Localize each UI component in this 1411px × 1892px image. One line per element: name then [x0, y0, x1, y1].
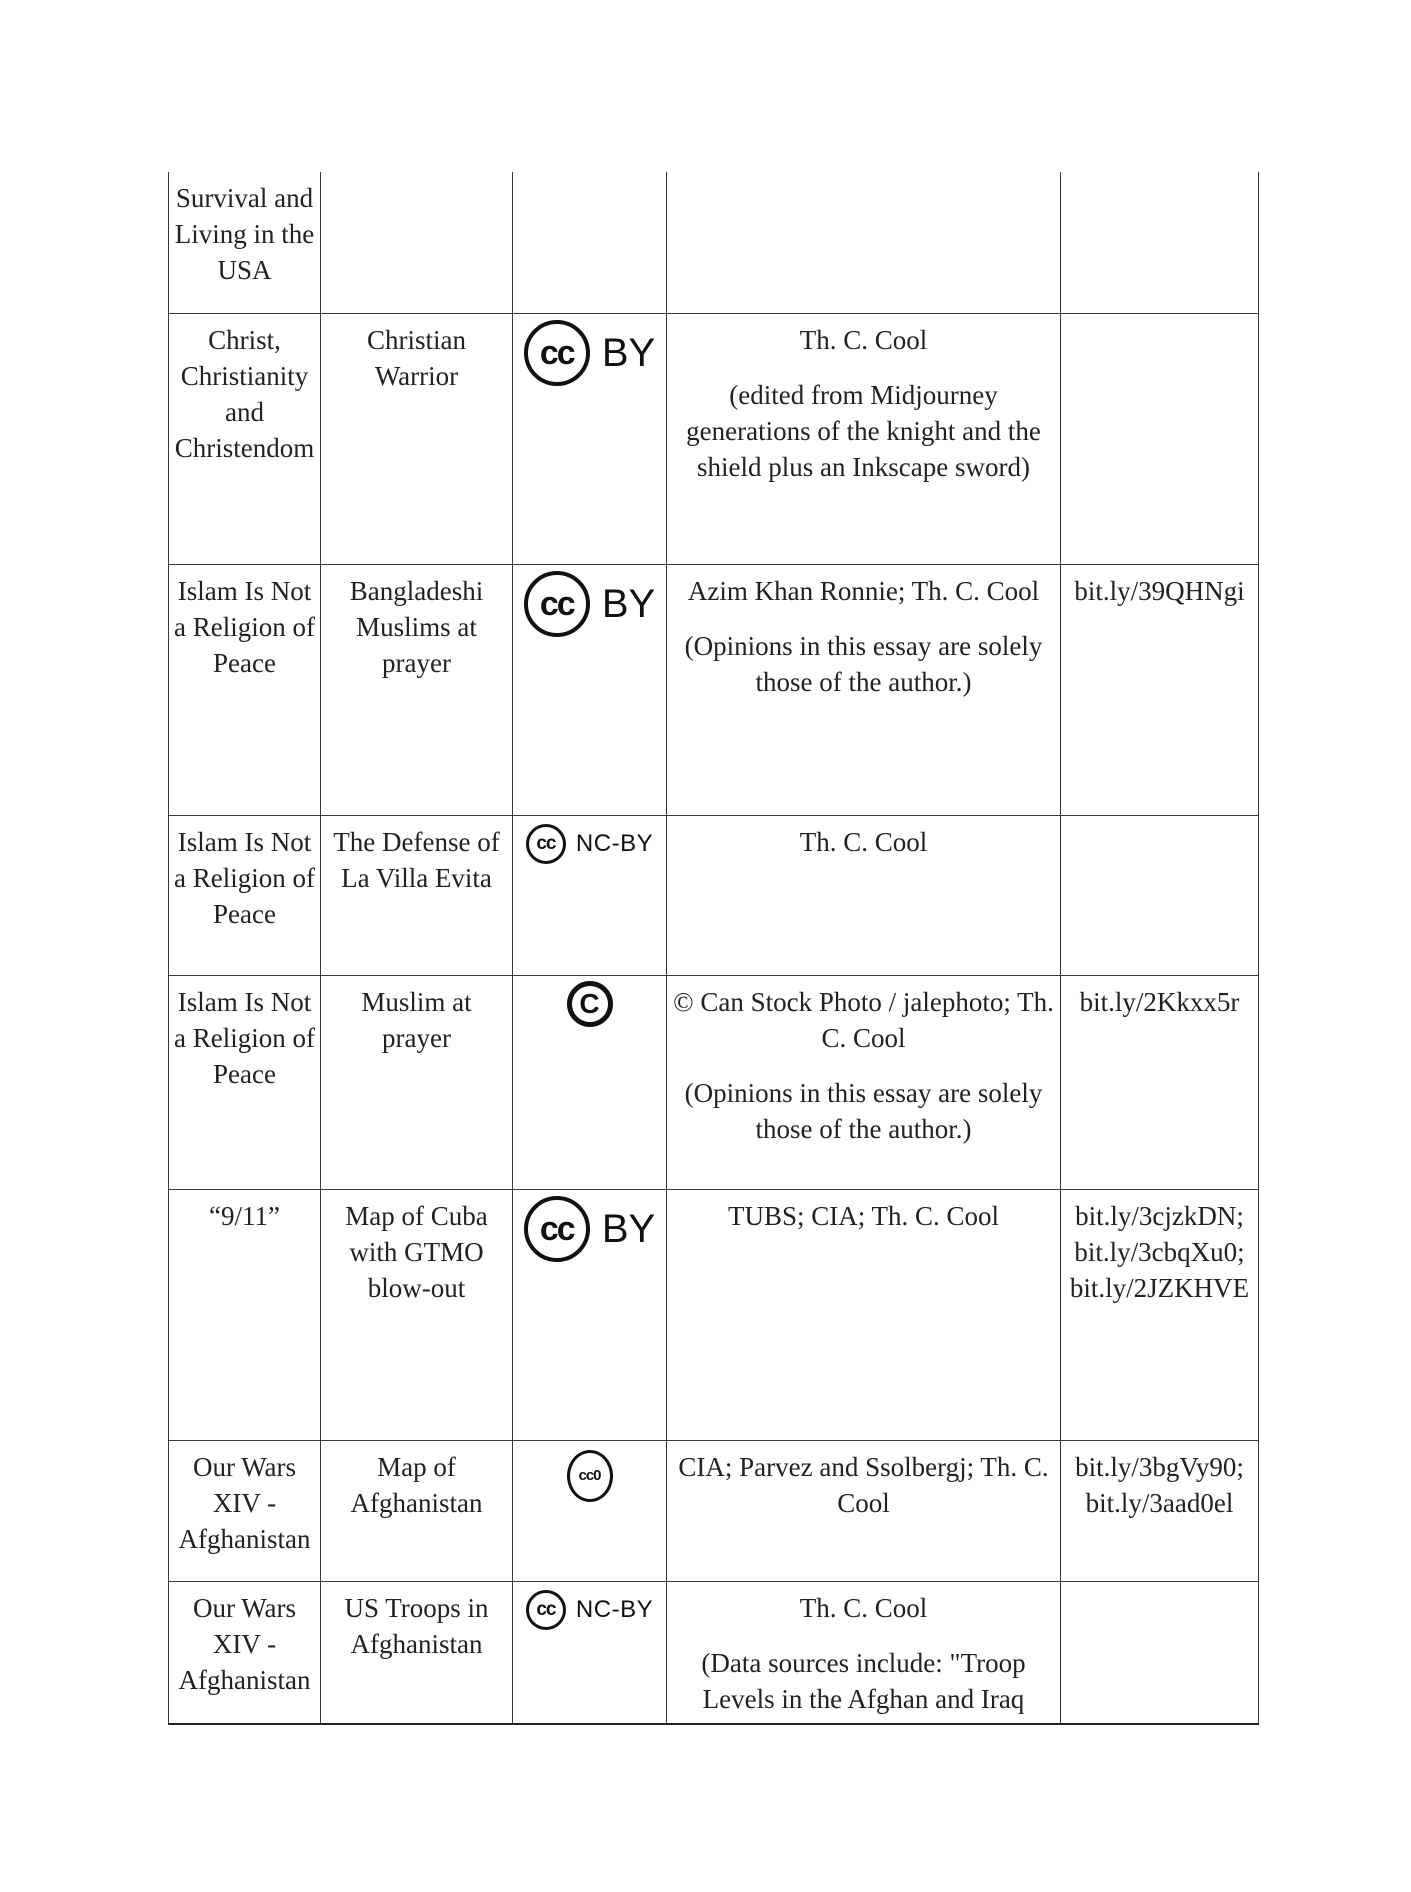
license-cell	[513, 1189, 667, 1440]
credit-cell	[667, 313, 1061, 564]
credit-note: (Opinions in this essay are solely those of the author.)	[684, 1077, 1043, 1144]
nc-by-label: NC-BY	[575, 1595, 654, 1623]
copyright-badge	[517, 980, 662, 1028]
credit-author: Th. C. Cool	[799, 1592, 928, 1623]
table-row	[169, 172, 1259, 313]
image-title-cell: The Defense of La Villa Evita	[321, 815, 513, 975]
credit-cell	[667, 564, 1061, 815]
credit-cell	[667, 1581, 1061, 1724]
cc-nc-by-badge	[517, 820, 662, 868]
by-label: BY	[601, 1206, 656, 1251]
image-title-cell: US Troops in Afghanistan	[321, 1581, 513, 1724]
nc-by-label: NC-BY	[575, 829, 654, 857]
cc-icon: cc	[524, 320, 590, 386]
license-cell	[513, 1440, 667, 1581]
cc-icon: cc	[524, 1196, 590, 1262]
credit-author: Th. C. Cool	[799, 324, 928, 355]
essay-cell: Survival and Living in the USA	[169, 172, 321, 313]
link-cell	[1061, 313, 1259, 564]
image-credits-table	[168, 172, 1259, 1725]
link-cell	[1061, 1581, 1259, 1724]
table-row	[169, 1581, 1259, 1724]
link-cell	[1061, 815, 1259, 975]
cc-icon: cc	[526, 1590, 566, 1630]
link-cell[interactable]	[1061, 975, 1259, 1189]
credit-note: (Opinions in this essay are solely those of the author.)	[684, 630, 1043, 697]
cc0-icon: cc0	[567, 1450, 613, 1502]
license-cell	[513, 975, 667, 1189]
license-cell	[513, 1581, 667, 1724]
credit-cell	[667, 172, 1061, 313]
cc0-badge	[517, 1445, 662, 1507]
essay-cell: Our Wars XIV - Afghanistan	[169, 1440, 321, 1581]
copyright-icon: C	[567, 981, 613, 1027]
table-row	[169, 564, 1259, 815]
link-cell[interactable]	[1061, 1189, 1259, 1440]
license-cell	[513, 313, 667, 564]
essay-cell: Islam Is Not a Religion of Peace	[169, 815, 321, 975]
credit-cell	[667, 1189, 1061, 1440]
credit-author: Th. C. Cool	[799, 826, 928, 857]
short-link[interactable]: bit.ly/2Kkxx5r	[1079, 986, 1240, 1017]
short-link[interactable]: bit.ly/3cjzkDN; bit.ly/3cbqXu0; bit.ly/2JZKHVE	[1069, 1200, 1250, 1303]
table-row	[169, 975, 1259, 1189]
cc-icon: cc	[524, 571, 590, 637]
cc-nc-by-badge	[517, 1586, 662, 1634]
cc-by-badge	[517, 1194, 662, 1264]
table-row	[169, 1189, 1259, 1440]
essay-cell: Christ, Christianity and Christendom	[169, 313, 321, 564]
license-cell	[513, 564, 667, 815]
table-row	[169, 815, 1259, 975]
essay-cell: Islam Is Not a Religion of Peace	[169, 975, 321, 1189]
credit-note: (Data sources include: "Troop Levels in the Afghan and Iraq	[701, 1647, 1026, 1714]
license-cell	[513, 172, 667, 313]
short-link[interactable]: bit.ly/39QHNgi	[1074, 575, 1245, 606]
credit-author: TUBS; CIA; Th. C. Cool	[727, 1200, 1000, 1231]
credit-author: CIA; Parvez and Ssolbergj; Th. C. Cool	[678, 1451, 1049, 1518]
cc-by-badge	[517, 318, 662, 388]
credit-cell	[667, 1440, 1061, 1581]
image-title-cell: Muslim at prayer	[321, 975, 513, 1189]
credit-author: Azim Khan Ronnie; Th. C. Cool	[687, 575, 1040, 606]
table-row	[169, 1440, 1259, 1581]
link-cell	[1061, 172, 1259, 313]
by-label: BY	[601, 330, 656, 375]
image-title-cell: Bangladeshi Muslims at prayer	[321, 564, 513, 815]
credit-cell	[667, 815, 1061, 975]
image-title-cell: Christian Warrior	[321, 313, 513, 564]
image-title-cell	[321, 172, 513, 313]
short-link[interactable]: bit.ly/3bgVy90; bit.ly/3aad0el	[1075, 1451, 1244, 1518]
image-title-cell: Map of Cuba with GTMO blow-out	[321, 1189, 513, 1440]
cc-icon: cc	[526, 824, 566, 864]
link-cell[interactable]	[1061, 1440, 1259, 1581]
essay-cell: Our Wars XIV - Afghanistan	[169, 1581, 321, 1724]
essay-cell: “9/11”	[169, 1189, 321, 1440]
credit-cell	[667, 975, 1061, 1189]
table-row	[169, 313, 1259, 564]
credit-note: (edited from Midjourney generations of the knight and the shield plus an Inkscape sword)	[686, 379, 1041, 482]
by-label: BY	[601, 581, 656, 626]
credit-author: © Can Stock Photo / jalephoto; Th. C. Cool	[673, 986, 1054, 1053]
image-title-cell: Map of Afghanistan	[321, 1440, 513, 1581]
license-cell	[513, 815, 667, 975]
cc-by-badge	[517, 569, 662, 639]
link-cell[interactable]	[1061, 564, 1259, 815]
essay-cell: Islam Is Not a Religion of Peace	[169, 564, 321, 815]
